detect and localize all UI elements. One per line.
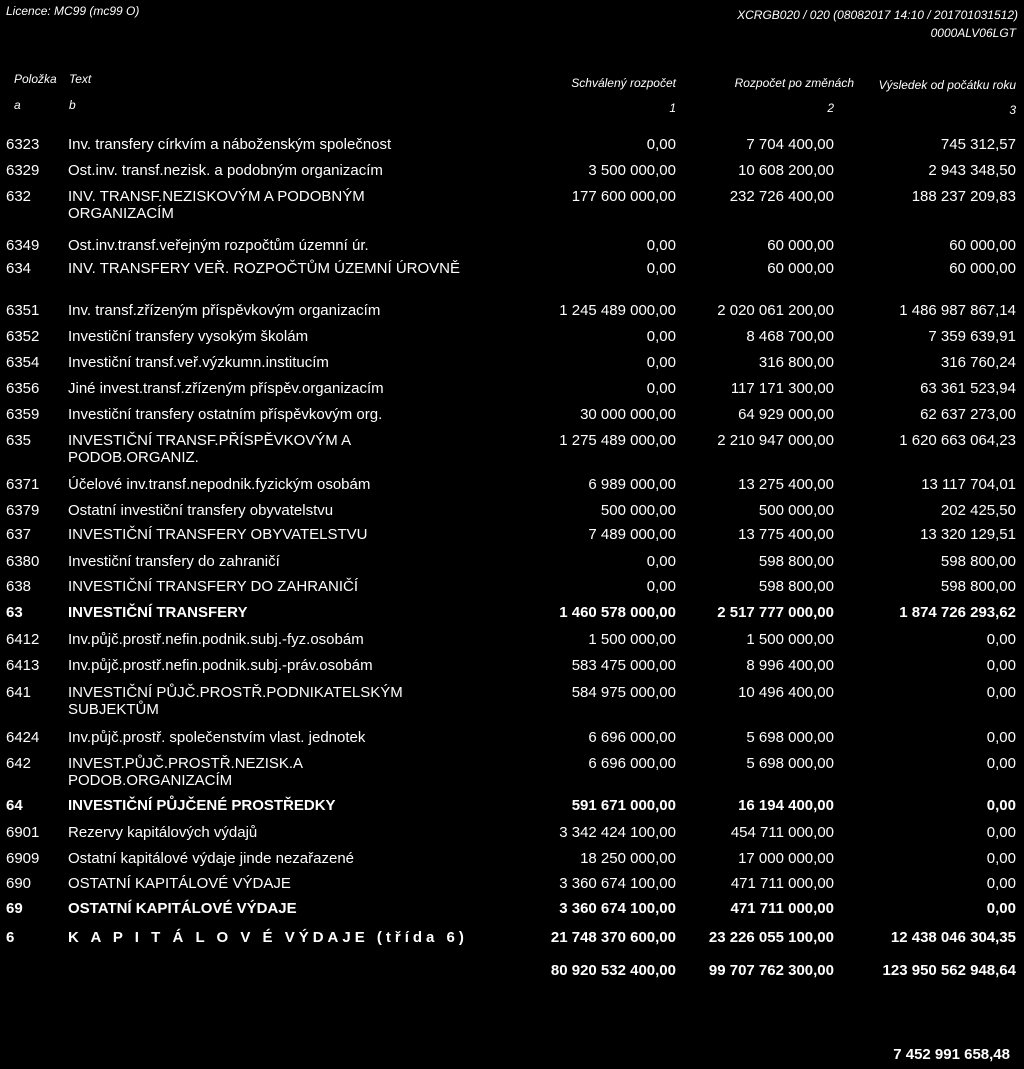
row-po-zmenach: 23 226 055 100,00 [708, 929, 834, 946]
row-po-zmenach: 232 726 400,00 [729, 188, 834, 205]
row-schvaleny: 0,00 [646, 553, 676, 570]
row-text: Jiné invest.transf.zřízeným příspěv.organizacím [68, 380, 384, 397]
row-text: Investiční transfery ostatním příspěvkovým org. [68, 406, 383, 423]
row-text: INV. TRANSF.NEZISKOVÝM A PODOBNÝM ORGANIZACÍM [68, 188, 365, 222]
row-text: Inv.půjč.prostř. společenstvím vlast. jednotek [68, 729, 366, 746]
row-code: 6323 [6, 136, 40, 153]
row-vysledek: 0,00 [986, 729, 1016, 746]
row-vysledek: 13 117 704,01 [921, 476, 1016, 493]
row-po-zmenach: 8 996 400,00 [746, 657, 834, 674]
row-text: K A P I T Á L O V É VÝDAJE (třída 6) [68, 929, 468, 946]
row-text: Účelové inv.transf.nepodnik.fyzickým osobám [68, 476, 371, 493]
row-code: 6356 [6, 380, 40, 397]
row-po-zmenach: 5 698 000,00 [746, 755, 834, 772]
row-po-zmenach: 500 000,00 [758, 502, 834, 519]
row-code: 6 [6, 929, 15, 946]
row-po-zmenach: 16 194 400,00 [738, 797, 834, 814]
row-text: INVESTIČNÍ PŮJČ.PROSTŘ.PODNIKATELSKÝM SUBJEKTŮM [68, 684, 403, 718]
row-schvaleny: 6 696 000,00 [588, 755, 676, 772]
row-text: INVESTIČNÍ PŮJČENÉ PROSTŘEDKY [68, 797, 336, 814]
row-schvaleny: 0,00 [646, 260, 676, 277]
row-po-zmenach: 471 711 000,00 [730, 900, 834, 917]
row-po-zmenach: 10 608 200,00 [738, 162, 834, 179]
col-po-zmenach: Rozpočet po změnách [734, 76, 854, 90]
row-schvaleny: 3 342 424 100,00 [559, 824, 676, 841]
row-schvaleny: 3 500 000,00 [588, 162, 676, 179]
row-text: Inv.půjč.prostř.nefin.podnik.subj.-fyz.osobám [68, 631, 364, 648]
row-vysledek: 745 312,57 [940, 136, 1016, 153]
row-text: Investiční transfery do zahraničí [68, 553, 280, 570]
row-vysledek: 0,00 [986, 657, 1016, 674]
report-code: 0000ALV06LGT [930, 26, 1016, 40]
row-vysledek: 1 486 987 867,14 [899, 302, 1016, 319]
row-schvaleny: 0,00 [646, 354, 676, 371]
row-vysledek: 0,00 [986, 900, 1016, 917]
row-po-zmenach: 316 800,00 [758, 354, 834, 371]
row-vysledek: 598 800,00 [940, 578, 1016, 595]
row-code: 6329 [6, 162, 40, 179]
col-index-b: b [69, 98, 76, 112]
row-code: 6379 [6, 502, 40, 519]
row-code: 632 [6, 188, 32, 205]
row-po-zmenach: 8 468 700,00 [746, 328, 834, 345]
row-text: Ostatní kapitálové výdaje jinde nezařazené [68, 850, 355, 867]
row-po-zmenach: 64 929 000,00 [738, 406, 834, 423]
row-vysledek: 598 800,00 [940, 553, 1016, 570]
row-schvaleny: 500 000,00 [600, 502, 676, 519]
row-code: 6424 [6, 729, 40, 746]
row-vysledek: 12 438 046 304,35 [890, 929, 1016, 946]
row-vysledek: 1 620 663 064,23 [899, 432, 1016, 449]
row-schvaleny: 1 500 000,00 [588, 631, 676, 648]
row-code: 64 [6, 797, 23, 814]
row-po-zmenach: 13 275 400,00 [738, 476, 834, 493]
row-schvaleny: 0,00 [646, 328, 676, 345]
row-vysledek: 1 874 726 293,62 [899, 604, 1016, 621]
row-po-zmenach: 117 171 300,00 [730, 380, 834, 397]
row-schvaleny: 1 275 489 000,00 [559, 432, 676, 449]
row-po-zmenach: 13 775 400,00 [738, 526, 834, 543]
row-schvaleny: 3 360 674 100,00 [559, 875, 676, 892]
row-schvaleny: 0,00 [646, 380, 676, 397]
row-vysledek: 0,00 [986, 850, 1016, 867]
row-vysledek: 62 637 273,00 [920, 406, 1016, 423]
licence-label: Licence: MC99 (mc99 O) [6, 4, 140, 18]
row-text: Inv. transf.zřízeným příspěvkovým organizacím [68, 302, 381, 319]
row-code: 6901 [6, 824, 40, 841]
total-value-2: 99 707 762 300,00 [708, 962, 834, 979]
row-po-zmenach: 598 800,00 [758, 578, 834, 595]
row-code: 638 [6, 578, 32, 595]
col-schvaleny: Schválený rozpočet [571, 76, 676, 90]
row-vysledek: 60 000,00 [949, 237, 1016, 254]
row-vysledek: 63 361 523,94 [920, 380, 1016, 397]
row-po-zmenach: 17 000 000,00 [738, 850, 834, 867]
row-po-zmenach: 7 704 400,00 [746, 136, 834, 153]
row-vysledek: 0,00 [986, 824, 1016, 841]
row-schvaleny: 7 489 000,00 [588, 526, 676, 543]
row-vysledek: 0,00 [986, 875, 1016, 892]
row-text: INV. TRANSFERY VEŘ. ROZPOČTŮM ÚZEMNÍ ÚROVNĚ [68, 260, 460, 277]
row-code: 637 [6, 526, 32, 543]
row-schvaleny: 30 000 000,00 [580, 406, 676, 423]
row-vysledek: 0,00 [986, 755, 1016, 772]
row-code: 6412 [6, 631, 40, 648]
row-po-zmenach: 2 020 061 200,00 [717, 302, 834, 319]
row-text: INVESTIČNÍ TRANSFERY [68, 604, 248, 621]
row-schvaleny: 0,00 [646, 578, 676, 595]
row-code: 6352 [6, 328, 40, 345]
row-text: OSTATNÍ KAPITÁLOVÉ VÝDAJE [68, 900, 297, 917]
row-text: INVESTIČNÍ TRANSFERY OBYVATELSTVU [68, 526, 368, 543]
row-schvaleny: 1 245 489 000,00 [559, 302, 676, 319]
row-text: Rezervy kapitálových výdajů [68, 824, 258, 841]
row-schvaleny: 0,00 [646, 136, 676, 153]
row-text: Inv.půjč.prostř.nefin.podnik.subj.-práv.osobám [68, 657, 373, 674]
row-vysledek: 202 425,50 [940, 502, 1016, 519]
row-text: Ostatní investiční transfery obyvatelstvu [68, 502, 334, 519]
row-vysledek: 2 943 348,50 [928, 162, 1016, 179]
row-code: 6909 [6, 850, 40, 867]
row-text: Ost.inv.transf.veřejným rozpočtům územní úr. [68, 237, 369, 254]
total-value-1: 80 920 532 400,00 [550, 962, 676, 979]
row-po-zmenach: 5 698 000,00 [746, 729, 834, 746]
row-text: INVESTIČNÍ TRANSF.PŘÍSPĚVKOVÝM A PODOB.ORGANIZ. [68, 432, 351, 466]
row-schvaleny: 18 250 000,00 [580, 850, 676, 867]
row-text: Inv. transfery církvím a náboženským společnost [68, 136, 392, 153]
row-text: Investiční transf.veř.výzkumn.institucím [68, 354, 329, 371]
row-vysledek: 13 320 129,51 [920, 526, 1016, 543]
row-code: 6354 [6, 354, 40, 371]
row-code: 6413 [6, 657, 40, 674]
col-index-a: a [14, 98, 21, 112]
row-schvaleny: 591 671 000,00 [571, 797, 676, 814]
row-schvaleny: 0,00 [646, 237, 676, 254]
row-text: Ost.inv. transf.nezisk. a podobným organizacím [68, 162, 383, 179]
row-schvaleny: 584 975 000,00 [571, 684, 676, 701]
row-text: OSTATNÍ KAPITÁLOVÉ VÝDAJE [68, 875, 291, 892]
row-vysledek: 0,00 [986, 684, 1016, 701]
row-po-zmenach: 454 711 000,00 [730, 824, 834, 841]
row-schvaleny: 3 360 674 100,00 [559, 900, 676, 917]
row-po-zmenach: 10 496 400,00 [738, 684, 834, 701]
row-po-zmenach: 2 210 947 000,00 [717, 432, 834, 449]
col-index-1: 1 [669, 101, 676, 115]
row-po-zmenach: 60 000,00 [767, 237, 834, 254]
row-vysledek: 0,00 [986, 631, 1016, 648]
total-value-3: 123 950 562 948,64 [882, 962, 1016, 979]
row-code: 642 [6, 755, 32, 772]
row-schvaleny: 6 989 000,00 [588, 476, 676, 493]
row-code: 690 [6, 875, 32, 892]
row-vysledek: 316 760,24 [940, 354, 1016, 371]
row-schvaleny: 177 600 000,00 [571, 188, 676, 205]
row-code: 6351 [6, 302, 40, 319]
col-index-3: 3 [1009, 103, 1016, 117]
row-po-zmenach: 2 517 777 000,00 [717, 604, 834, 621]
row-schvaleny: 21 748 370 600,00 [550, 929, 676, 946]
row-po-zmenach: 471 711 000,00 [730, 875, 834, 892]
row-code: 6371 [6, 476, 40, 493]
row-vysledek: 7 359 639,91 [928, 328, 1016, 345]
col-text: Text [69, 72, 92, 86]
col-vysledek: Výsledek od počátku roku [878, 78, 1016, 92]
report-id: XCRGB020 / 020 (08082017 14:10 / 201701031512) [737, 8, 1018, 22]
row-code: 634 [6, 260, 32, 277]
col-polozka: Položka [14, 72, 57, 86]
row-vysledek: 0,00 [986, 797, 1016, 814]
row-code: 635 [6, 432, 32, 449]
col-index-2: 2 [827, 101, 834, 115]
row-code: 6349 [6, 237, 40, 254]
row-text: INVEST.PŮJČ.PROSTŘ.NEZISK.A PODOB.ORGANIZACÍM [68, 755, 303, 789]
row-code: 641 [6, 684, 32, 701]
grand-total: 7 452 991 658,48 [893, 1046, 1010, 1063]
row-po-zmenach: 598 800,00 [758, 553, 834, 570]
row-code: 69 [6, 900, 23, 917]
row-code: 63 [6, 604, 23, 621]
row-code: 6359 [6, 406, 40, 423]
row-text: Investiční transfery vysokým školám [68, 328, 309, 345]
row-code: 6380 [6, 553, 40, 570]
row-schvaleny: 1 460 578 000,00 [559, 604, 676, 621]
row-vysledek: 188 237 209,83 [911, 188, 1016, 205]
row-vysledek: 60 000,00 [949, 260, 1016, 277]
row-schvaleny: 6 696 000,00 [588, 729, 676, 746]
row-po-zmenach: 1 500 000,00 [746, 631, 834, 648]
row-schvaleny: 583 475 000,00 [571, 657, 676, 674]
row-text: INVESTIČNÍ TRANSFERY DO ZAHRANIČÍ [68, 578, 359, 595]
row-po-zmenach: 60 000,00 [767, 260, 834, 277]
